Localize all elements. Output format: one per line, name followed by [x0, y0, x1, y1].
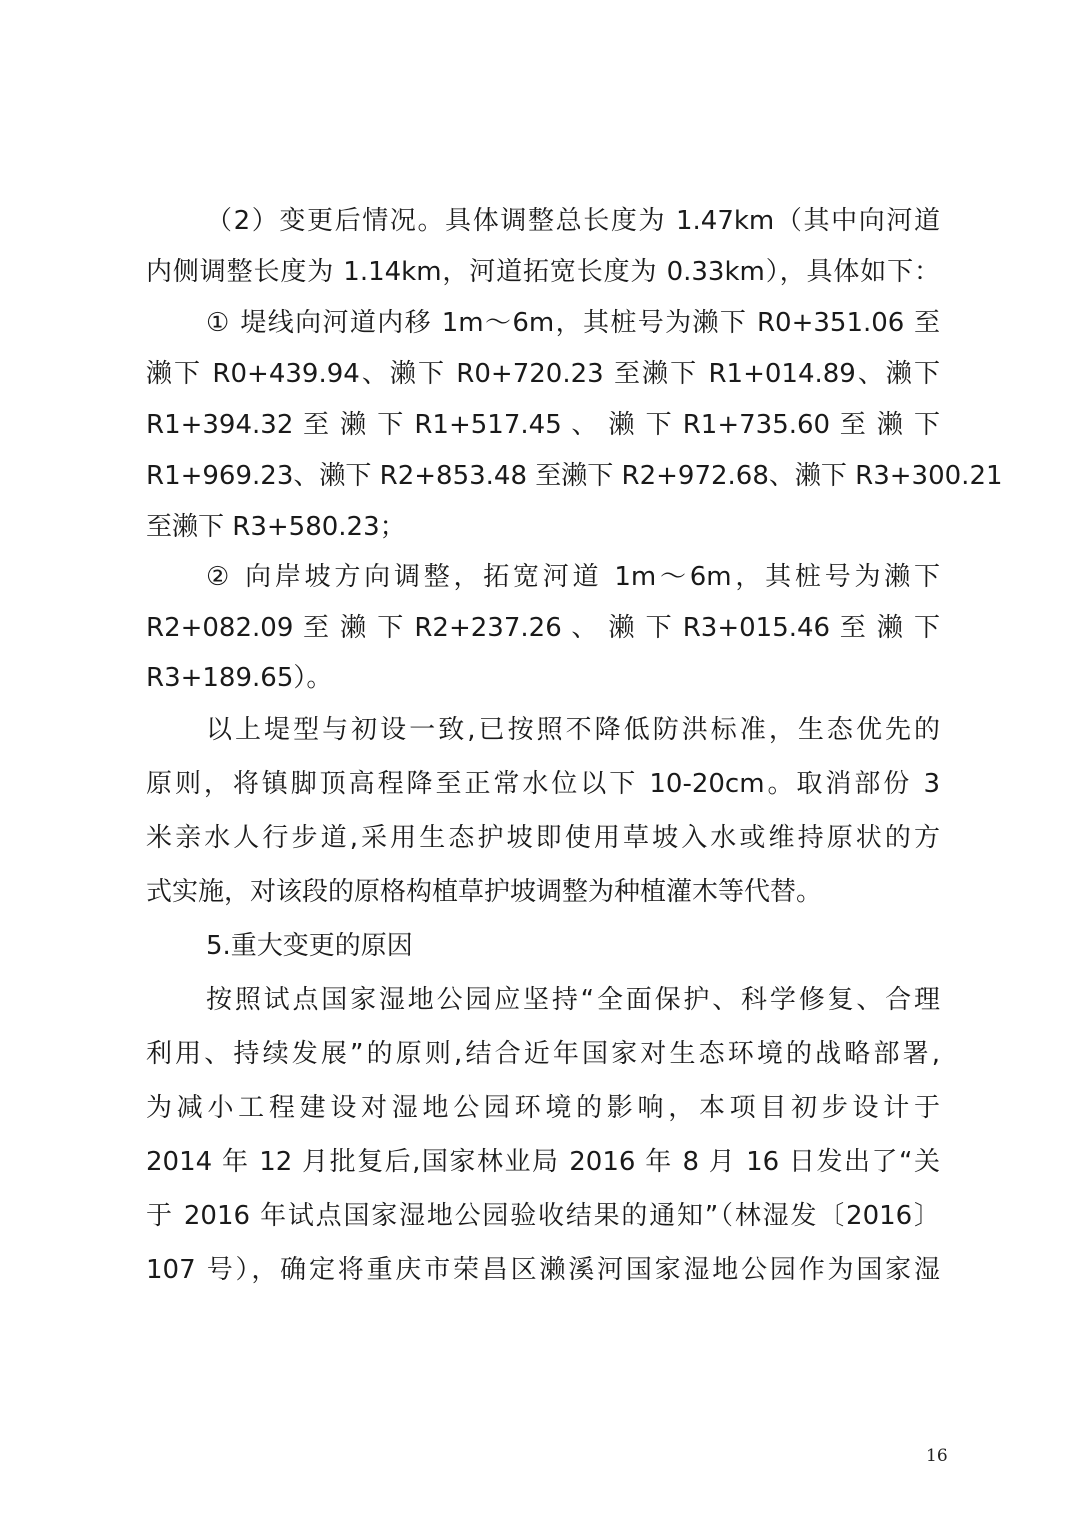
text-line: 于 2016 年试点国家湿地公园验收结果的通知”（林湿发〔2016〕: [146, 1201, 940, 1231]
text-line: 式实施，对该段的原格构植草护坡调整为种植灌木等代替。: [146, 877, 823, 907]
text-line: 原则，将镇脚顶高程降至正常水位以下 10-20cm。取消部份 3: [146, 769, 940, 799]
text-line: 濑下 R0+439.94、濑下 R0+720.23 至濑下 R1+014.89、濑下: [146, 359, 940, 389]
text-line: （2）变更后情况。具体调整总长度为 1.47km（其中向河道: [206, 206, 940, 236]
text-line: 以上堤型与初设一致,已按照不降低防洪标准，生态优先的: [206, 715, 940, 745]
page-number: 16: [926, 1446, 948, 1466]
text-line: 内侧调整长度为 1.14km，河道拓宽长度为 0.33km），具体如下：: [146, 257, 940, 287]
text-line: R1+969.23、濑下 R2+853.48 至濑下 R2+972.68、濑下 R3+300.21: [146, 461, 1003, 491]
text-line: 为减小工程建设对湿地公园环境的影响，本项目初步设计于: [146, 1093, 940, 1123]
text-line: ② 向岸坡方向调整，拓宽河道 1m～6m，其桩号为濑下: [206, 562, 940, 592]
text-line: 2014 年 12 月批复后,国家林业局 2016 年 8 月 16 日发出了“关: [146, 1147, 940, 1177]
text-line: 利用、持续发展”的原则,结合近年国家对生态环境的战略部署,: [146, 1039, 940, 1069]
text-line: ① 堤线向河道内移 1m～6m，其桩号为濑下 R0+351.06 至: [206, 308, 940, 338]
text-line: 米亲水人行步道,采用生态护坡即使用草坡入水或维持原状的方: [146, 823, 940, 853]
text-line: 按照试点国家湿地公园应坚持“全面保护、科学修复、合理: [206, 985, 940, 1015]
text-line: R3+189.65）。: [146, 663, 333, 693]
text-line: R1+394.32 至 濑 下 R1+517.45 、 濑 下 R1+735.60 至 濑 下: [146, 410, 940, 440]
text-line: 107 号），确定将重庆市荣昌区濑溪河国家湿地公园作为国家湿: [146, 1255, 940, 1285]
section-heading: 5.重大变更的原因: [206, 931, 413, 961]
text-line: 至濑下 R3+580.23；: [146, 512, 406, 542]
text-line: R2+082.09 至 濑 下 R2+237.26 、 濑 下 R3+015.46 至 濑 下: [146, 613, 940, 643]
